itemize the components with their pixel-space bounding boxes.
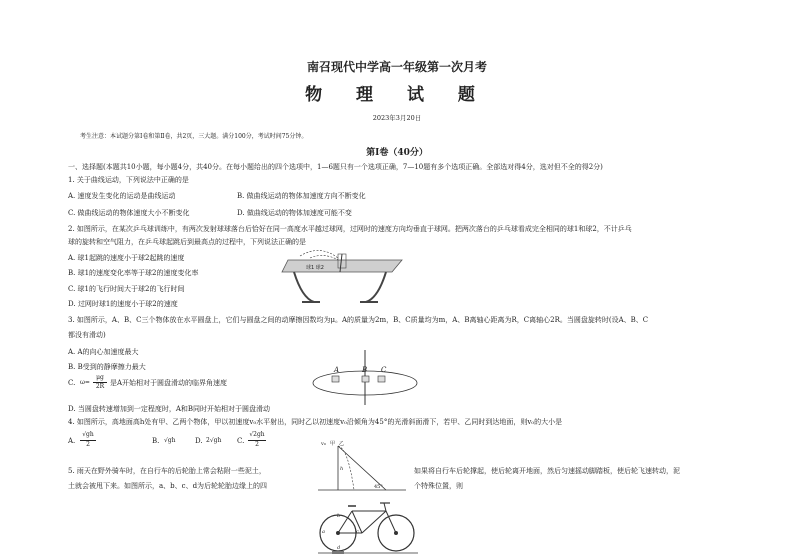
q4-option-d-label: D.: [195, 437, 203, 445]
subject-title: 物 理 试 题: [305, 85, 489, 105]
block-b-label: B: [362, 366, 368, 374]
q4-c-top: √2gh: [249, 431, 265, 438]
exam-date: 2023年3月20日: [372, 114, 422, 122]
section-title: 第Ⅰ卷（40分）: [366, 148, 428, 158]
q3-option-d: D. 当圆盘转速增加到一定程度时，A和B同时开始相对于圆盘滑动: [68, 405, 271, 413]
block-a-label: A: [334, 366, 340, 374]
q4-a-bottom: 2: [86, 441, 90, 448]
ball-labels: 球1 球2: [306, 265, 324, 271]
q2-option-a: A. 球1起跳的速度小于球2起跳的速度: [68, 254, 185, 262]
v0-label: v₀: [321, 441, 326, 447]
q3-stem-line2: 都没有滑动): [68, 331, 106, 339]
q4-option-a-label: A.: [68, 437, 76, 445]
point-d-label: d: [337, 545, 341, 551]
q2-option-b: B. 球1的速度变化率等于球2的速度变化率: [68, 269, 199, 277]
q5-stem-line2-left: 土就会被甩下来。如图所示，a、b、c、d为后轮轮胎边缘上的四: [68, 482, 268, 490]
q3-formula-bottom: 2R: [95, 383, 105, 390]
q2-option-d: D. 过网时球1的速度小于球2的速度: [68, 300, 178, 308]
part1-intro: 一、选择题(本题共10小题，每小题4分，共40分。在每小题给出的四个选项中，1—6题只有一个选项正确，7—10题有多个选项正确。全部选对得4分，选对但不全的得2分): [68, 163, 603, 171]
q5-stem-line2-right: 个特殊位置，则: [414, 482, 463, 490]
angle-label: 45°: [374, 484, 383, 490]
q4-stem: 4. 如图所示，高地面高h处有甲、乙两个物体，甲以初速度v₀水平射出，同时乙以初速度v₀沿倾角为45°的光滑斜面滑下，若甲、乙同时到达地面，则v₀的大小是: [68, 418, 563, 426]
point-a-label: a: [322, 529, 325, 535]
q3-option-c-text: 是A开始相对于圆盘滑动的临界角速度: [110, 379, 228, 387]
q1-option-a: A. 速度发生变化的运动是曲线运动: [68, 192, 176, 200]
projectile-incline-figure: [318, 440, 408, 492]
q2-option-c: C. 球1的飞行时间大于球2的飞行时间: [68, 285, 185, 293]
q3-formula-top: μg: [96, 374, 104, 381]
q4-option-c-label: C.: [237, 437, 245, 445]
q1-option-d: D. 做曲线运动的物体加速度可能不变: [237, 209, 352, 217]
q5-stem-line1-right: 如果将自行车后轮撑起，使后轮离开地面，然后匀速摇动脚踏板，使后轮飞速转动，泥: [414, 467, 680, 475]
q3-option-b: B. B受到的静摩擦力最大: [68, 363, 146, 371]
q3-option-c-label: C.: [68, 379, 76, 387]
q3-option-a: A. A的向心加速度最大: [68, 348, 139, 356]
q4-c-bottom: 2: [255, 441, 259, 448]
q4-option-b-label: B.: [152, 437, 160, 445]
q4-d-value: 2√gh: [206, 437, 222, 444]
rotating-disk-figure: [310, 350, 420, 405]
bicycle-figure: [318, 497, 418, 557]
ping-pong-table-figure: [280, 250, 410, 306]
yi-label: 乙: [339, 441, 345, 447]
q1-option-b: B. 做曲线运动的物体加速度方向不断变化: [237, 192, 366, 200]
q4-a-top: √gh: [82, 431, 94, 438]
h-label: h: [340, 466, 344, 472]
jia-label: 甲: [330, 441, 336, 447]
point-b-label: b: [337, 513, 341, 519]
q3-stem-line1: 3. 如图所示，A、B、C三个物体放在水平圆盘上，它们与圆盘之间的动摩擦因数均为μ。A的质量为2m，B、C质量均为m，A、B离轴心距离为R，C离轴心2R。当圆盘旋转时(设A、B、C: [68, 316, 649, 324]
exam-notice: 考生注意：本试题分第Ⅰ卷和第Ⅱ卷，共2页，三大题。满分100分，考试时间75分钟。: [80, 133, 308, 140]
q3-omega: ω=: [80, 379, 90, 386]
q1-stem: 1. 关于曲线运动，下列说法中正确的是: [68, 176, 189, 184]
q4-b-value: √gh: [164, 437, 176, 444]
point-c-label: c: [356, 529, 359, 535]
q2-stem-line2: 球的旋转和空气阻力，在乒乓球起跳后到最高点的过程中，下列说法正确的是: [68, 238, 306, 246]
q5-stem-line1-left: 5. 雨天在野外骑车时，在自行车的后轮胎上常会粘附一些泥土，: [68, 467, 266, 475]
block-c-label: C: [381, 366, 387, 374]
q2-stem-line1: 2. 如图所示，在某次乒乓球训练中，有两次发射球球落台后恰好在同一高度水平越过球网，过网时的速度方向均垂直于球网。把两次落台的乒乓球看成完全相同的球1和球2，不计乒乓: [68, 225, 632, 233]
q1-option-c: C. 做曲线运动的物体速度大小不断变化: [68, 209, 190, 217]
school-title: 南召现代中学高一年级第一次月考: [306, 60, 487, 74]
